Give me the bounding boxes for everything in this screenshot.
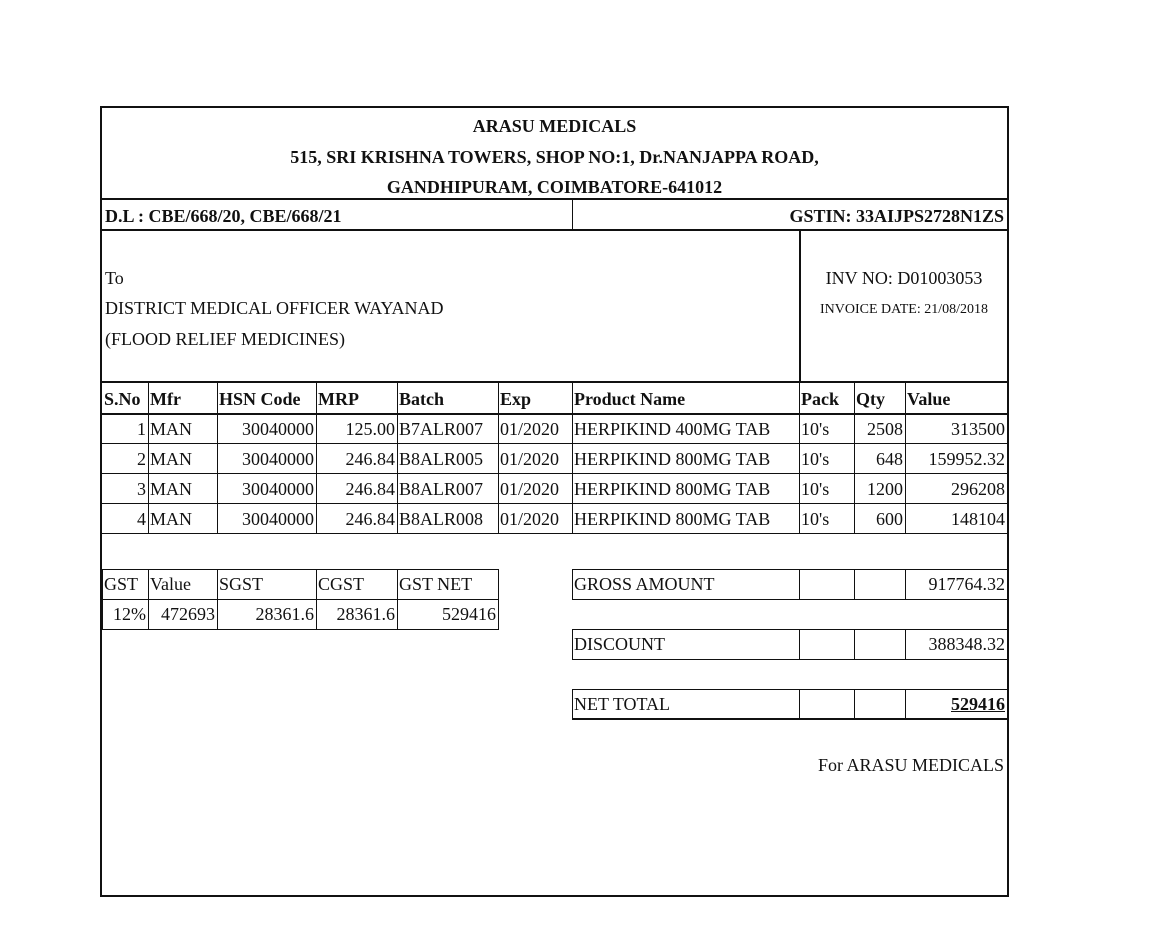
cell-value: 159952.32 bbox=[928, 449, 1005, 469]
invoice-number: INV NO: D01003053 bbox=[825, 268, 983, 288]
cell-exp: 01/2020 bbox=[500, 419, 560, 439]
grid-line bbox=[799, 689, 800, 720]
grid-line bbox=[799, 629, 800, 660]
grid-line bbox=[148, 381, 149, 534]
cell-hsn-code: 30040000 bbox=[242, 449, 314, 469]
cell-hsn-code: 30040000 bbox=[242, 419, 314, 439]
cell-mfr: MAN bbox=[150, 449, 193, 469]
cell-exp: 01/2020 bbox=[500, 479, 560, 499]
net-total-label: NET TOTAL bbox=[574, 694, 671, 714]
gst-cell-sgst: 28361.6 bbox=[255, 604, 314, 624]
signature-label: For ARASU MEDICALS bbox=[817, 755, 1004, 775]
gross-amount-label: GROSS AMOUNT bbox=[574, 574, 715, 594]
grid-line bbox=[854, 569, 855, 600]
col-header-batch: Batch bbox=[399, 389, 444, 409]
gst-cell-taxable-value: 472693 bbox=[161, 604, 215, 624]
col-header-exp: Exp bbox=[500, 389, 532, 409]
cell-mrp: 246.84 bbox=[345, 449, 395, 469]
cell-value: 148104 bbox=[951, 509, 1005, 529]
cell-batch: B7ALR007 bbox=[399, 419, 484, 439]
col-header-mfr: Mfr bbox=[150, 389, 181, 409]
divider bbox=[102, 381, 1007, 383]
cell-product-name: HERPIKIND 800MG TAB bbox=[574, 479, 771, 499]
cell-mrp: 246.84 bbox=[345, 479, 395, 499]
grid-line bbox=[102, 473, 1007, 474]
grid-line bbox=[498, 381, 499, 534]
gross-amount-value: 917764.32 bbox=[928, 574, 1005, 594]
bill-to-label: To bbox=[105, 268, 124, 288]
gst-header-sgst: SGST bbox=[219, 574, 264, 594]
gstin: GSTIN: 33AIJPS2728N1ZS bbox=[789, 206, 1004, 226]
col-header-sno: S.No bbox=[104, 389, 141, 409]
cell-hsn-code: 30040000 bbox=[242, 479, 314, 499]
cell-qty: 648 bbox=[876, 449, 903, 469]
grid-line bbox=[316, 381, 317, 534]
net-total-value: 529416 bbox=[951, 694, 1005, 714]
cell-product-name: HERPIKIND 400MG TAB bbox=[574, 419, 771, 439]
divider bbox=[572, 198, 573, 230]
cell-pack: 10's bbox=[801, 449, 830, 469]
company-name: ARASU MEDICALS bbox=[472, 116, 637, 136]
divider bbox=[102, 229, 1007, 231]
gst-header-gst-rate: GST bbox=[104, 574, 139, 594]
cell-mfr: MAN bbox=[150, 479, 193, 499]
invoice bbox=[100, 106, 1009, 897]
gst-cell-gst-net: 529416 bbox=[442, 604, 496, 624]
gst-header-taxable-value: Value bbox=[150, 574, 191, 594]
grid-line bbox=[217, 381, 218, 534]
grid-line bbox=[102, 503, 1007, 504]
bill-to-name: DISTRICT MEDICAL OFFICER WAYANAD bbox=[105, 298, 444, 318]
bill-to-note: (FLOOD RELIEF MEDICINES) bbox=[105, 329, 345, 349]
cell-batch: B8ALR007 bbox=[399, 479, 484, 499]
invoice-date: INVOICE DATE: 21/08/2018 bbox=[820, 302, 988, 317]
discount-label: DISCOUNT bbox=[574, 634, 666, 654]
col-header-pack: Pack bbox=[801, 389, 839, 409]
cell-mfr: MAN bbox=[150, 419, 193, 439]
cell-qty: 600 bbox=[876, 509, 903, 529]
cell-mrp: 246.84 bbox=[345, 509, 395, 529]
grid-line bbox=[102, 443, 1007, 444]
col-header-value: Value bbox=[907, 389, 951, 409]
cell-pack: 10's bbox=[801, 509, 830, 529]
cell-mrp: 125.00 bbox=[345, 419, 395, 439]
cell-value: 313500 bbox=[951, 419, 1005, 439]
grid-line bbox=[572, 381, 573, 534]
cell-product-name: HERPIKIND 800MG TAB bbox=[574, 449, 771, 469]
cell-sno: 1 bbox=[137, 419, 146, 439]
discount-value: 388348.32 bbox=[928, 634, 1005, 654]
gst-header-gst-net: GST NET bbox=[399, 574, 473, 594]
gst-cell-cgst: 28361.6 bbox=[336, 604, 395, 624]
col-header-mrp: MRP bbox=[318, 389, 359, 409]
cell-sno: 3 bbox=[137, 479, 146, 499]
cell-qty: 2508 bbox=[867, 419, 903, 439]
col-header-hsn-code: HSN Code bbox=[219, 389, 301, 409]
cell-sno: 2 bbox=[137, 449, 146, 469]
cell-pack: 10's bbox=[801, 419, 830, 439]
drug-licence: D.L : CBE/668/20, CBE/668/21 bbox=[105, 206, 342, 226]
cell-exp: 01/2020 bbox=[500, 449, 560, 469]
col-header-qty: Qty bbox=[856, 389, 885, 409]
grid-line bbox=[102, 533, 1007, 534]
gst-cell-gst-rate: 12% bbox=[113, 604, 146, 624]
cell-exp: 01/2020 bbox=[500, 509, 560, 529]
grid-line bbox=[854, 629, 855, 660]
grid-line bbox=[905, 381, 906, 534]
cell-pack: 10's bbox=[801, 479, 830, 499]
cell-mfr: MAN bbox=[150, 509, 193, 529]
col-header-product-name: Product Name bbox=[574, 389, 686, 409]
company-address-line1: 515, SRI KRISHNA TOWERS, SHOP NO:1, Dr.NANJAPPA ROAD, bbox=[290, 147, 819, 167]
grid-line bbox=[102, 413, 1007, 415]
company-address-line2: GANDHIPURAM, COIMBATORE-641012 bbox=[386, 177, 723, 197]
cell-batch: B8ALR008 bbox=[399, 509, 484, 529]
grid-line bbox=[854, 689, 855, 720]
cell-value: 296208 bbox=[951, 479, 1005, 499]
grid-line bbox=[854, 381, 855, 534]
cell-qty: 1200 bbox=[867, 479, 903, 499]
cell-product-name: HERPIKIND 800MG TAB bbox=[574, 509, 771, 529]
cell-sno: 4 bbox=[137, 509, 146, 529]
cell-hsn-code: 30040000 bbox=[242, 509, 314, 529]
grid-line bbox=[799, 381, 800, 534]
gst-header-cgst: CGST bbox=[318, 574, 365, 594]
cell-batch: B8ALR005 bbox=[399, 449, 484, 469]
divider bbox=[102, 198, 1007, 200]
grid-line bbox=[397, 381, 398, 534]
grid-line bbox=[799, 569, 800, 600]
